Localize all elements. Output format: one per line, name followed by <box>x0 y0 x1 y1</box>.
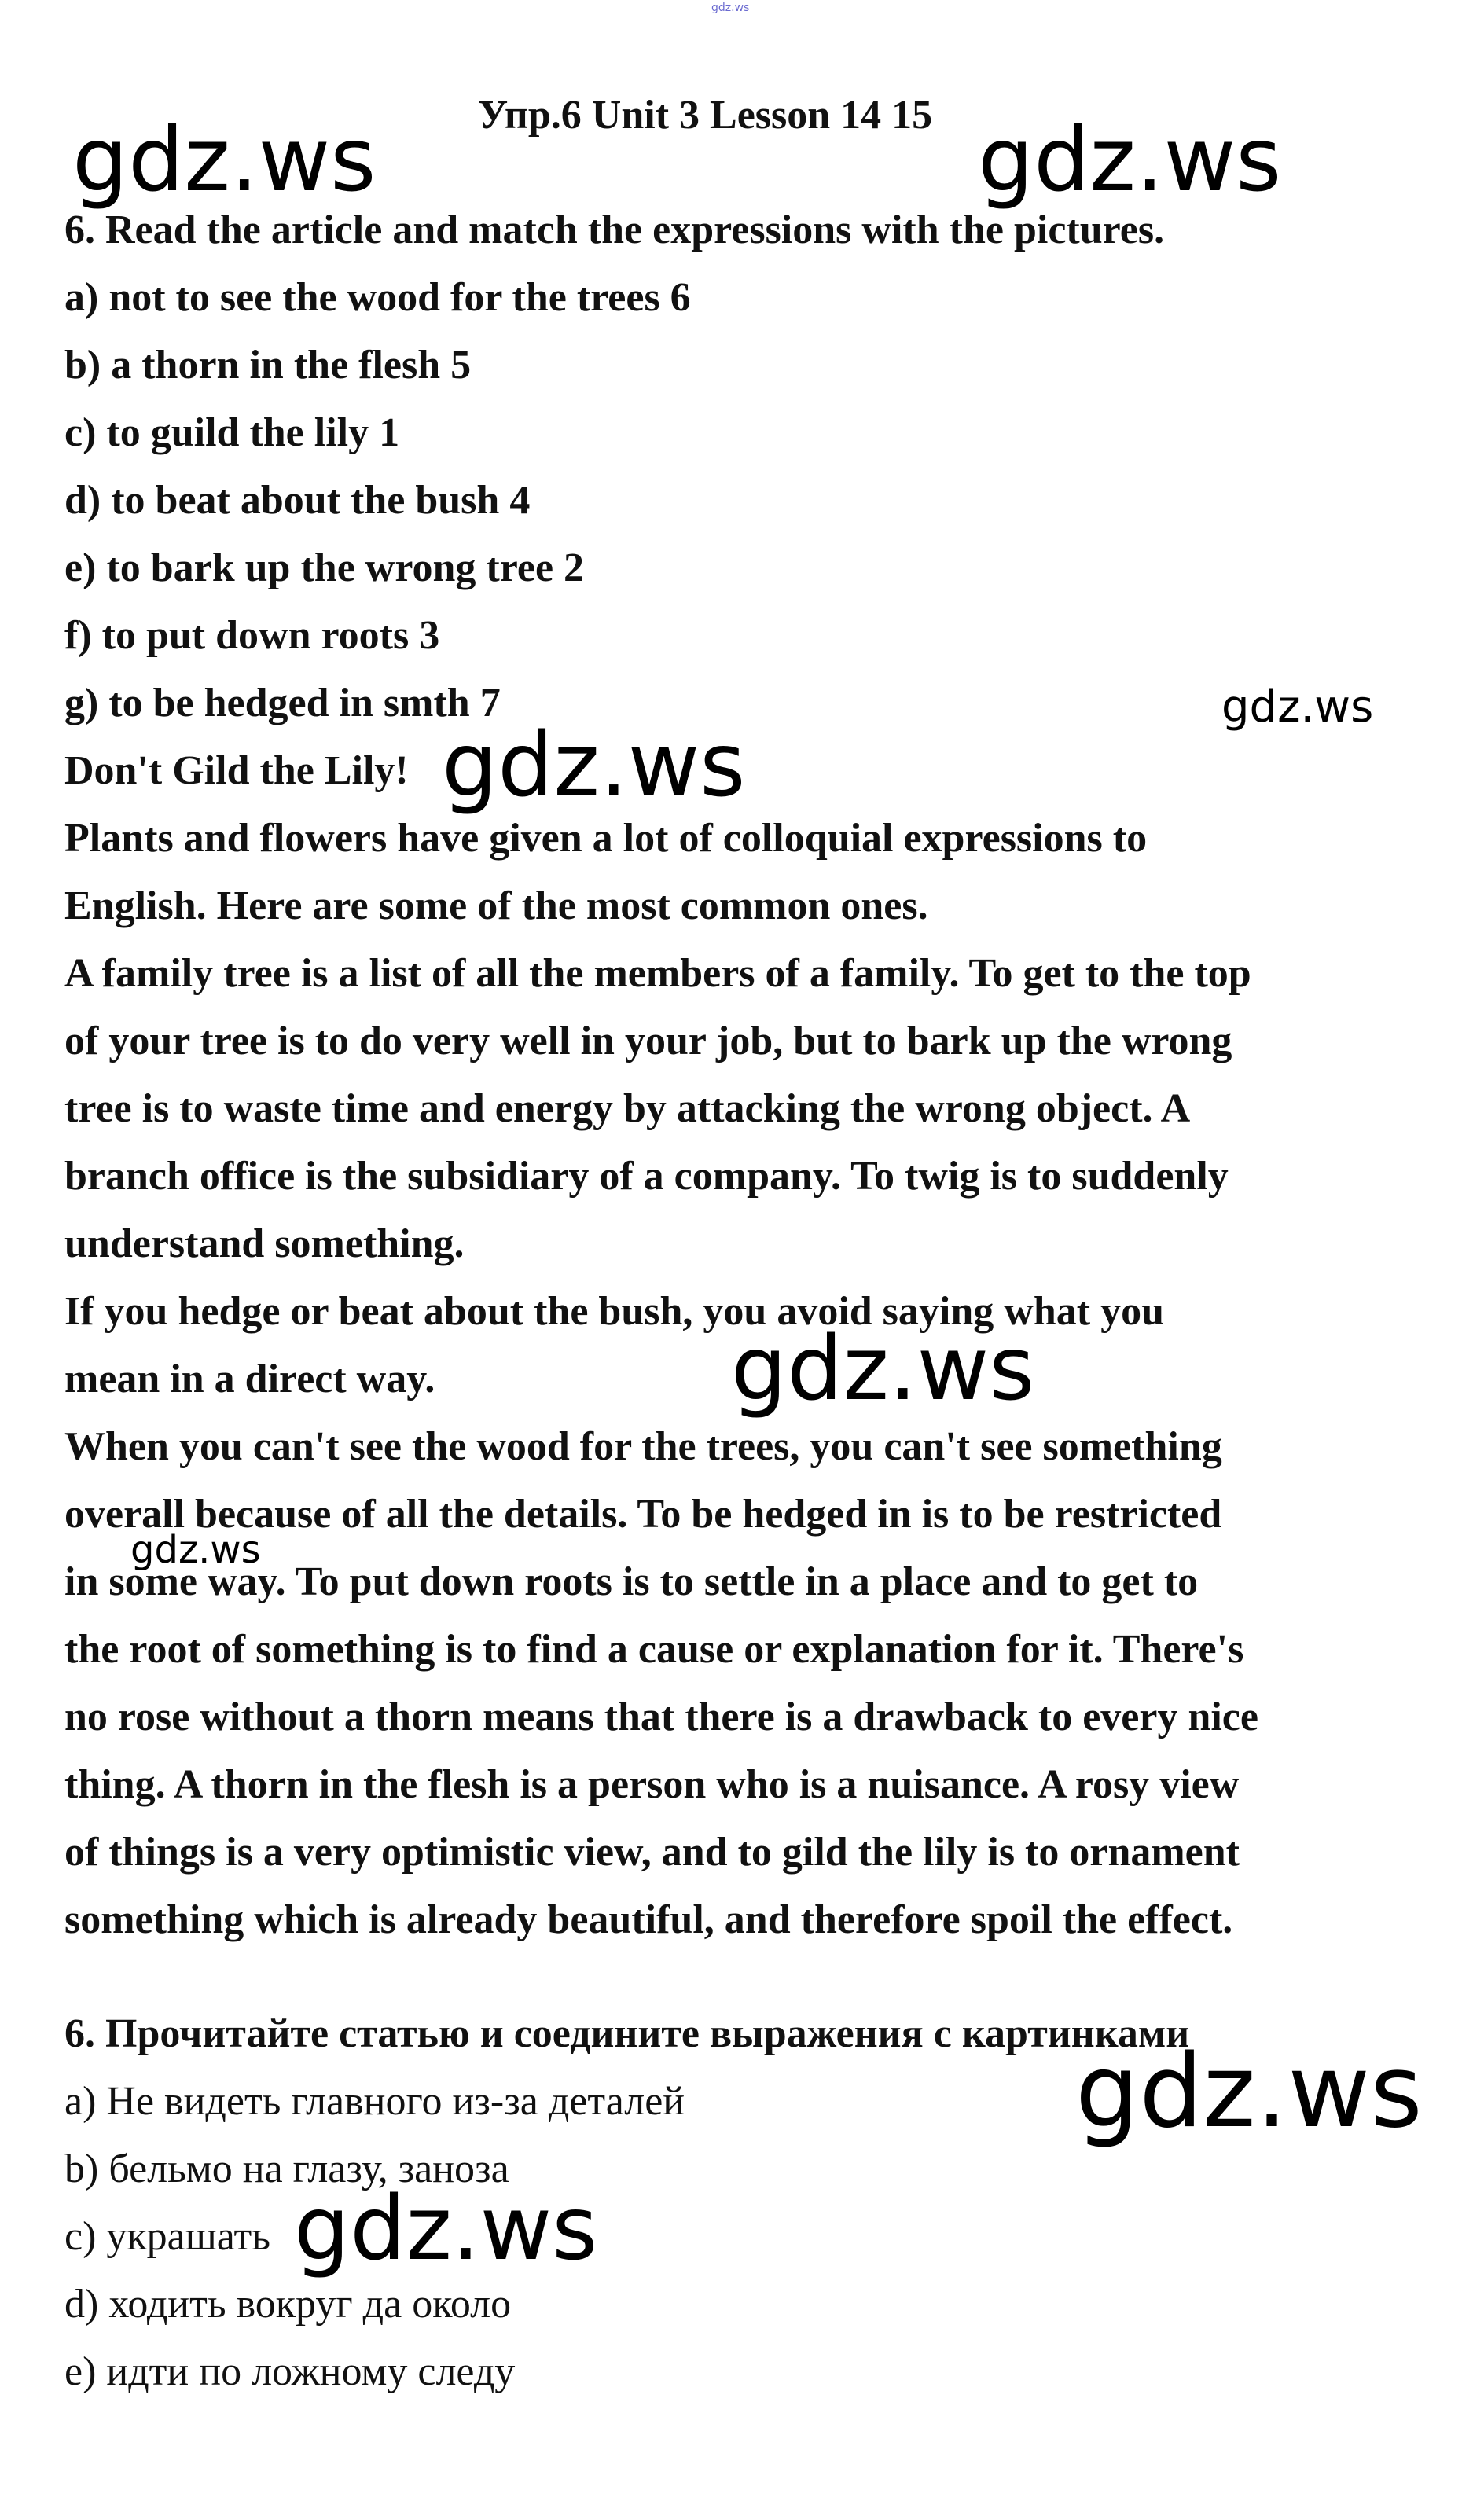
russian-item-e: e) идти по ложному следу <box>64 2349 516 2394</box>
watermark: gdz.ws <box>72 109 377 211</box>
article-line: in some way. To put down roots is to settle in a place and to get to <box>64 1559 1199 1604</box>
top-small-watermark: gdz.ws <box>711 2 750 14</box>
article-line: Plants and flowers have given a lot of colloquial expressions to <box>64 816 1148 861</box>
article-line: tree is to waste time and energy by attacking the wrong object. A <box>64 1086 1191 1131</box>
article-line: something which is already beautiful, and therefore spoil the effect. <box>64 1897 1233 1942</box>
page-title: Упр.6 Unit 3 Lesson 14 15 <box>478 93 933 138</box>
article-title: Don't Gild the Lily! <box>64 748 409 793</box>
russian-item-c: c) украшать <box>64 2214 270 2259</box>
article-line: no rose without a thorn means that there is a drawback to every nice <box>64 1695 1258 1739</box>
article-line: English. Here are some of the most common ones. <box>64 883 928 928</box>
watermark: gdz.ws <box>130 1528 261 1572</box>
match-item-a: a) not to see the wood for the trees 6 <box>64 275 691 320</box>
watermark: gdz.ws <box>1221 681 1374 733</box>
russian-item-a: a) Не видеть главного из-за деталей <box>64 2079 685 2124</box>
article-line: understand something. <box>64 1221 465 1266</box>
match-item-d: d) to beat about the bush 4 <box>64 478 531 523</box>
article-line: of things is a very optimistic view, and to gild the lily is to ornament <box>64 1830 1240 1875</box>
english-task-heading: 6. Read the article and match the expressions with the pictures. <box>64 207 1165 252</box>
russian-item-d: d) ходить вокруг да около <box>64 2282 512 2327</box>
russian-task-heading: 6. Прочитайте статью и соедините выражения с картинками <box>64 2011 1190 2056</box>
article-line: If you hedge or beat about the bush, you avoid saying what you <box>64 1289 1164 1334</box>
match-item-b: b) a thorn in the flesh 5 <box>64 343 472 387</box>
russian-item-b: b) бельмо на глазу, заноза <box>64 2147 509 2191</box>
article-line: mean in a direct way. <box>64 1357 435 1401</box>
watermark: gdz.ws <box>1075 2033 1423 2150</box>
match-item-e: e) to bark up the wrong tree 2 <box>64 545 585 590</box>
match-item-g: g) to be hedged in smth 7 <box>64 681 501 725</box>
article-line: branch office is the subsidiary of a company. To twig is to suddenly <box>64 1154 1229 1199</box>
match-item-f: f) to put down roots 3 <box>64 613 440 658</box>
article-line: of your tree is to do very well in your job, but to bark up the wrong <box>64 1019 1232 1063</box>
article-line: When you can't see the wood for the trees, you can't see something <box>64 1424 1222 1469</box>
article-line: A family tree is a list of all the members of a family. To get to the top <box>64 951 1251 996</box>
article-line: overall because of all the details. To be hedged in is to be restricted <box>64 1492 1222 1537</box>
watermark: gdz.ws <box>294 2178 598 2280</box>
watermark: gdz.ws <box>442 714 746 817</box>
watermark: gdz.ws <box>731 1318 1035 1420</box>
watermark: gdz.ws <box>978 109 1282 211</box>
match-item-c: c) to guild the lily 1 <box>64 410 400 455</box>
article-line: thing. A thorn in the flesh is a person who is a nuisance. A rosy view <box>64 1762 1240 1807</box>
article-line: the root of something is to find a cause or explanation for it. There's <box>64 1627 1244 1672</box>
